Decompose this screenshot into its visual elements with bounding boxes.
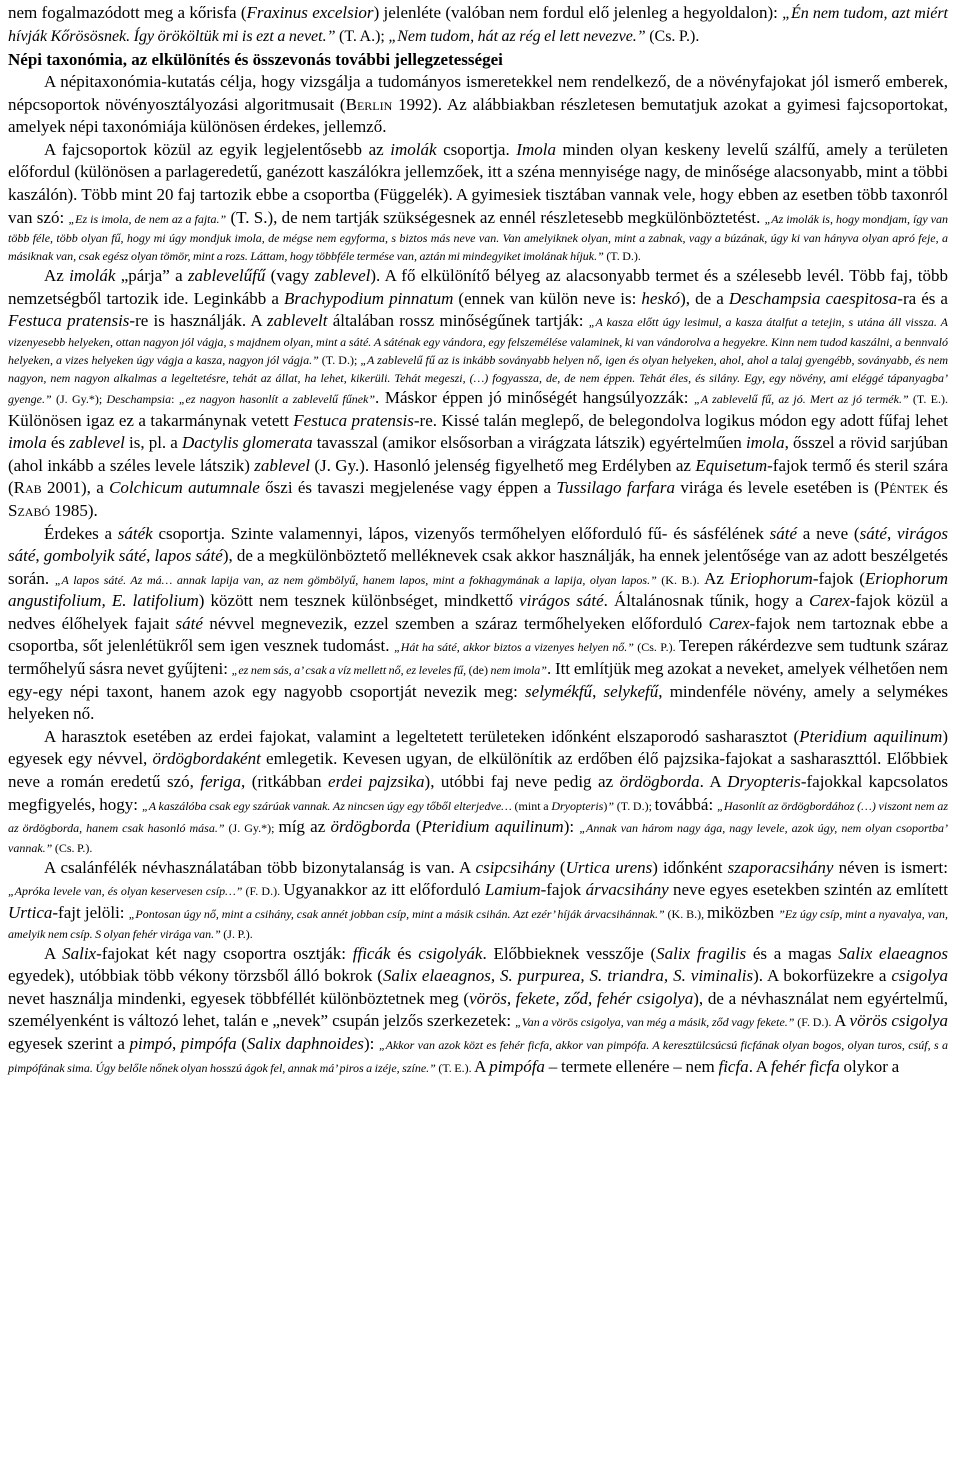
paragraph-5 xyxy=(8,726,948,857)
paragraph-4 xyxy=(8,523,948,726)
text-run: ördögborda xyxy=(330,817,411,837)
text-run: és a magas xyxy=(746,943,839,963)
text-run: olykor a xyxy=(839,1056,900,1076)
text-run: „Én nem tudom, azt miért hívják Kőrösösnek. Így örököltük mi is ezt a nevet.” xyxy=(8,5,949,45)
text-run: sáté xyxy=(769,523,798,543)
text-run: Salix elaeagnos, S. purpurea, S. triandra, S. viminalis xyxy=(382,966,754,986)
text-run: ördögbordaként xyxy=(152,749,261,769)
text-run: (T. E.). xyxy=(908,391,949,406)
text-run: ( xyxy=(554,857,566,877)
text-run: ) időnként xyxy=(652,857,728,877)
text-run: és S xyxy=(8,478,948,520)
text-run: ZABÓ xyxy=(17,504,51,519)
text-run: sáték xyxy=(117,523,153,543)
text-run: -fajok termő és steril szára (R xyxy=(8,455,948,498)
text-run: . Előbbieknek vesszője ( xyxy=(482,943,657,963)
text-run: lapos sáté xyxy=(154,546,223,566)
text-run: , xyxy=(886,523,897,543)
text-run: ( xyxy=(410,817,422,837)
text-run: A fajcsoportok közül az egyik legjelentősebb az xyxy=(44,139,391,159)
text-run: (T. E.). xyxy=(435,1060,475,1075)
text-run: . Általánosnak tűnik, hogy a xyxy=(603,591,809,611)
text-run: Equisetum xyxy=(695,455,768,475)
text-run: emlegetik. Kevesen ugyan, de elkülönítik az erdőben élő pajzsika-fajokat a sasharaszttól. Előbbiek neve a román eredetű szó, xyxy=(8,749,948,792)
text-run: selykefű xyxy=(603,681,659,701)
text-run: Különösen igaz ez a takarmánynak vetett xyxy=(8,410,294,430)
text-run: egyedek), utóbbiak több vékony törzsből álló bokrok ( xyxy=(8,966,383,986)
text-run: A xyxy=(44,943,63,963)
text-run: ): xyxy=(563,817,580,837)
text-run: Colchicum autumnale xyxy=(109,478,260,498)
text-run: ), de a névhasználat nem egyértelmű, személyenként is változó lehet, talán e „nevek” csupán jelzős szerkezetek: xyxy=(8,988,948,1031)
text-run: -re. Kissé talán meglepő, de belegondolva logikus módon egy adott fűfaj lehet xyxy=(413,410,948,430)
text-run: Festuca pratensis xyxy=(8,311,130,331)
text-run: ) xyxy=(603,798,608,813)
text-run: 1992). Az alábbiakban részletesen bemutatjuk azokat a gyimesi fajcsoportokat, amelyek népi taxonómiája különösen érdekes, jellemző. xyxy=(8,94,948,137)
text-run: (T. D.); xyxy=(614,798,655,813)
text-run: őszi és tavaszi megjelenése vagy éppen a xyxy=(259,478,557,498)
text-run: Eriophorum angustifolium, E. latifolium xyxy=(8,568,949,611)
text-run: néven is ismert: xyxy=(833,857,948,877)
text-run: virágos sáté xyxy=(8,523,948,566)
text-run: : xyxy=(171,391,179,406)
text-run: (J. Gy.). Hasonló jelenség figyelhető meg Erdélyben az xyxy=(309,455,696,475)
text-run: ) között nem tesznek különbséget, mindkettő xyxy=(198,591,520,611)
paragraph-intro xyxy=(8,2,948,48)
text-run: . A xyxy=(699,772,728,792)
text-run: gombolyik sáté xyxy=(43,546,147,566)
text-run: Carex xyxy=(708,613,750,633)
text-run: „Hát ha sáté, akkor biztos a vizenyes helyen nő.” xyxy=(394,640,634,655)
text-run: Ugyanakkor az itt előforduló xyxy=(283,880,485,900)
text-run: . Máskor éppen jó minőségét hangsúlyozzák: xyxy=(375,387,695,407)
text-run: Urtica urens xyxy=(565,857,653,877)
text-run: egyesek szerint a xyxy=(8,1033,130,1053)
text-run: virágos sáté xyxy=(519,591,604,611)
text-run: (T. S.), de nem tartják szükségesnek az ennél részletesebb megkülönböztetést. xyxy=(226,207,765,227)
text-run: miközben xyxy=(707,903,779,922)
text-run: 1985). xyxy=(50,500,98,520)
text-run: (vagy xyxy=(265,266,315,286)
text-run: sáté xyxy=(859,523,887,543)
text-run: -ra és a xyxy=(897,288,948,308)
text-run: (de) xyxy=(466,663,491,678)
text-run: Urtica xyxy=(8,903,53,922)
text-run: Salix elaeagnos xyxy=(838,943,948,963)
text-run: 2001), a xyxy=(41,478,110,498)
text-run: Imola xyxy=(516,139,556,159)
text-run: „Akkor van azok közt es fehér ficfa, akkor van pimpófa. A keresztülcsúcsú ficfának olyan bogos, olyan turos, csúf, s a pimpófának sima. Úgy belőle nőnek olyan hosszú ágok fel, annak má’ piros a izéje, színe.” xyxy=(8,1037,949,1075)
text-run: „A lapos sáté. Az má… annak lapija van, az nem gömbölyű, hanem lapos, mint a fokhagymának a lapija, olyan lapos.” xyxy=(54,572,657,587)
text-run: virága és levele esetében is (P xyxy=(675,478,890,498)
text-run: (Cs. P.). xyxy=(645,27,700,45)
text-run: ). A fő elkülönítő bélyeg az alacsonyabb termet és a szélesebb levél. Több faj, több nemzetségből tartozik ide. Leginkább a xyxy=(8,266,948,308)
text-run: csipcsihány xyxy=(475,857,555,877)
text-run: „Az imolák is, hogy mondjam, így van több féle, több olyan fű, hogy mi úgy mondjuk imola, de mégse nem egyforma, s biztos más neve van. Van amelyiknek olyan, mint a zabnak, vagy a búzának, úgy ki van hányva olyan apró feje, a másiknak van, csak egész olyan tömör, mint a rozs. Láttam, hogy többféle termése van, aztán mi mindegyiket imolának híjuk.” xyxy=(8,211,948,264)
text-run: ): xyxy=(363,1033,379,1053)
text-run: zablevelt xyxy=(267,311,328,331)
text-run: Pteridium aquilinum xyxy=(421,817,564,837)
paragraph-6 xyxy=(8,857,948,943)
text-run: „Van a vörös csigolya, van még a másik, ződ vagy fekete.” xyxy=(515,1015,795,1030)
text-run: csigolya xyxy=(891,966,949,986)
text-run: (K. B.). xyxy=(656,572,705,587)
text-run: Salix daphnoides xyxy=(246,1033,364,1053)
text-run: -fajok közül a nedves élőhelyek fajait xyxy=(8,591,948,633)
text-run: ) jelenléte (valóban nem fordul elő jelenleg a hegyoldalon): xyxy=(373,3,783,22)
text-run: Deschampsia xyxy=(106,391,172,406)
text-run: ÉNTEK xyxy=(889,482,929,497)
text-run: , xyxy=(146,546,155,566)
text-run: – termete ellenére – nem xyxy=(544,1056,719,1076)
text-run: „Hasonlít az ördögbordához (…) viszont nem az az ördögborda, hanem csak hasonló mása.” xyxy=(8,798,948,836)
text-run: a neve ( xyxy=(797,523,860,543)
text-run: „Nem tudom, hát az rég el lett nevezve.” xyxy=(388,27,646,45)
text-run: , xyxy=(172,1033,181,1053)
text-run: erdei pajzsika xyxy=(328,772,425,792)
text-run: „Apróka levele van, és olyan keservesen csíp…” xyxy=(8,884,243,899)
text-run: vörös csigolya xyxy=(849,1011,949,1031)
text-run: fehér ficfa xyxy=(770,1056,840,1076)
text-run: „A kasza előtt úgy lesimul, a kasza átalfut a tetejin, s utána áll vissza. A vizenyesebb helyeken, ottan nagyon jól vágja, s majdnem olyan, mint a sáté. A sáténak egy vándora, egy felszemélése valaminek, ki van vándorolva a hegyekre. Kinn nem tudod kaszálni, a bennvaló helyeken, a vizes helyeken úgy vágja a kasza, nagyon jól vágja.” xyxy=(8,315,948,367)
text-run: csigolyák xyxy=(418,943,483,963)
paragraph-1 xyxy=(8,71,948,139)
text-run: , xyxy=(592,681,604,701)
text-run: -fajt jelöli: xyxy=(52,903,129,922)
text-run: -fajok ( xyxy=(812,568,865,588)
text-run: Pteridium aquilinum xyxy=(799,726,943,746)
text-run: vörös, fekete, ződ, fehér csigolya xyxy=(469,988,694,1008)
text-run: pimpófa xyxy=(180,1033,237,1053)
text-run: zablevelűfű xyxy=(187,266,266,286)
text-run: selymékfű xyxy=(525,681,593,701)
text-run: zablevel xyxy=(314,266,371,286)
paragraph-7 xyxy=(8,943,948,1079)
text-run: csoportja. Szinte valamennyi, lápos, vizenyős termőhelyen előforduló fű- és sásfélének xyxy=(152,523,770,543)
text-run: Dryopteris xyxy=(551,798,604,813)
text-run: minden olyan keskeny levelű szálfű, amely a területen előfordul (különösen a parlageredetű, ganézott kaszálókra jellemzőek, itt a széna mennyisége nagy, de minősége alacsonyabb, mint a többi kaszálón). Több mint 20 faj tartozik ebbe a csoportba (Függelék). A gyimesiek tisztában vannak vele, hogy ebben az esetben több taxonról van szó: xyxy=(8,139,948,227)
text-run: ficfa xyxy=(718,1056,749,1076)
text-run: imola xyxy=(8,433,47,453)
text-run: -fajok nem tartoznak ebbe a csoportba, sőt jelenlétükről sem igen vesznek tudomást. xyxy=(8,613,948,656)
text-run: , mindenféle növény, amely a selymékes helyeken nő. xyxy=(8,681,948,724)
text-run: . Itt említjük meg azokat a neveket, amelyek vélhetően nem egy-egy népi taxont, hanem azok egy nagyobb csoportját nevezik meg: xyxy=(8,659,948,701)
text-run: (F. D.). xyxy=(242,884,284,899)
text-run: Fraxinus excelsior xyxy=(246,3,374,22)
text-run: , xyxy=(35,546,44,566)
text-run: pimpó xyxy=(129,1033,172,1053)
text-run: zablevel xyxy=(254,455,310,475)
text-run: nevet használja mindenki, egyesek többféllét különböztetnek meg ( xyxy=(8,988,470,1008)
text-run: AB xyxy=(25,482,42,497)
text-run: ), utóbbi faj neve pedig az xyxy=(424,772,620,792)
text-run: is, pl. a xyxy=(124,433,182,453)
text-run: Lamium xyxy=(484,880,541,900)
text-run: „A zablevelű fű az is inkább soványabb helyen nő, igen és olyan helyeken, ahol, ahol a talaj gyengébb, soványabb, és nem nagyon, nem nagyon alkalmas a legeltetésre, tehát az állat, ha lehet, kikerüli. Tehát megeszi, (…) fogyassza, de, de nem éppen. Tehát éles, és silány. Egy, egy növény, ami eléggé tápanyagba’ gyenge.” xyxy=(8,352,948,406)
text-run: (mint a xyxy=(511,798,552,813)
text-run: Deschampsia caespitosa xyxy=(728,288,898,308)
text-run: (J. P.). xyxy=(220,926,253,941)
text-run: imolák xyxy=(390,139,437,159)
text-run: Dryopteris xyxy=(727,772,801,792)
text-run: -fajok xyxy=(540,880,586,900)
text-run: Tussilago farfara xyxy=(556,478,676,498)
text-run: ” xyxy=(607,798,615,813)
text-run: A harasztok esetében az erdei fajokat, valamint a legeltetett területeken időnként elszaporodó sasharasztot ( xyxy=(44,726,800,746)
text-run: , ősszel a rövid sarjúban (ahol inkább a széles levele látszik) xyxy=(8,433,948,475)
text-run: -re is használják. A xyxy=(129,311,268,331)
text-run: „ez nagyon hasonlít a zablevelű fűnek” xyxy=(178,391,376,406)
text-run: fficák xyxy=(352,943,391,963)
text-run: (J. Gy.*); xyxy=(224,821,279,836)
text-run: (J. Gy.*); xyxy=(51,391,107,406)
paragraph-3 xyxy=(8,265,948,522)
text-run: Érdekes a xyxy=(44,523,118,543)
text-run: csoportja. xyxy=(436,139,517,159)
text-run: (Cs. P.). xyxy=(52,840,93,855)
text-run: árvacsihány xyxy=(585,880,669,900)
text-run: Dactylis glomerata xyxy=(181,433,313,453)
text-run: „A zablevelű fű, az jó. Mert az jó termék.” xyxy=(694,391,909,406)
text-run: „A kaszálóba csak egy szárúak vannak. Az nincsen úgy egy tőből elterjedve… xyxy=(142,798,512,813)
text-run: ), de a xyxy=(680,288,729,308)
text-run: szaporacsihány xyxy=(727,857,834,877)
text-run: általában rossz minőségűnek tartják: xyxy=(327,311,589,331)
text-run: feriga xyxy=(200,772,241,792)
text-run: ( xyxy=(236,1033,247,1053)
text-run: Az xyxy=(704,568,730,588)
text-run: névvel megnevezik, ezzel szemben a száraz termőhelyeken előforduló xyxy=(202,613,709,633)
text-run: imola xyxy=(745,433,785,453)
text-run: . A xyxy=(748,1056,771,1076)
text-run: ERLIN xyxy=(356,98,393,113)
text-run: (T. A.); xyxy=(335,27,389,45)
text-run: , (ritkábban xyxy=(240,772,329,792)
text-run: ördögborda xyxy=(619,772,700,792)
text-run: (Cs. P.). xyxy=(633,640,679,655)
text-run: (ennek van külön neve is: xyxy=(453,288,642,308)
text-run: Salix xyxy=(62,943,97,963)
text-run: nem fogalmazódott meg a kőrisfa ( xyxy=(8,3,247,22)
text-run: pimpófa xyxy=(489,1056,545,1076)
text-run: Festuca pratensis xyxy=(293,410,414,430)
text-run: heskó xyxy=(641,288,681,308)
text-run: ”Ez úgy csíp, mint a nyavalya, van, amelyik nem csíp. S olyan fehér virága van.” xyxy=(8,907,948,941)
text-run: Salix fragilis xyxy=(656,943,747,963)
text-run: és xyxy=(390,943,419,963)
text-run: neve egyes esetekben szintén az említett xyxy=(668,880,948,900)
text-run: Brachypodium pinnatum xyxy=(283,288,454,308)
text-run: A xyxy=(834,1011,850,1031)
text-run: tavasszal (amikor elsősorban a virágzata látszik) egyértelműen xyxy=(312,433,746,453)
text-run: (T. D.). xyxy=(603,249,641,264)
text-run: A csalánfélék névhasználatában több bizonytalanság is van. A xyxy=(44,857,476,877)
text-run: (T. D.); xyxy=(318,352,361,367)
text-run: (K. B.), xyxy=(664,907,708,921)
text-run: „Annak van három nagy ága, nagy levele, azok úgy, nem olyan csoportba’ vannak.” xyxy=(8,821,948,855)
text-run: (F. D.). xyxy=(794,1015,835,1030)
text-run: A xyxy=(474,1056,490,1076)
text-run: továbbá: xyxy=(654,794,718,814)
text-run: imolák xyxy=(69,266,116,286)
text-run: „Ez is imola, de nem az a fajta.” xyxy=(68,211,227,226)
text-run: „ez nem sás, a’ csak a víz mellett nő, ez leveles fű, xyxy=(231,663,467,678)
section-heading: Népi taxonómia, az elkülönítés és összevonás további jellegzetességei xyxy=(8,50,503,69)
text-run: „Pontosan úgy nő, mint a csihány, csak annét jobban csíp, mint a másik csihán. Azt ezér’ híják árvacsihánnak.” xyxy=(128,907,665,921)
text-run: -fajokat két nagy csoportra osztják: xyxy=(96,943,353,963)
text-run: Az xyxy=(44,266,70,286)
text-run: míg az xyxy=(278,817,331,837)
text-run: ) egyesek egy névvel, xyxy=(8,726,948,769)
text-run: Eriophorum xyxy=(729,568,813,588)
text-run: ), de a megkülönböztető melléknevek csak akkor használják, ha ennek jelentősége van az adott beszélgetés során. xyxy=(8,546,948,588)
text-run: és xyxy=(46,433,70,453)
paragraph-2 xyxy=(8,139,948,265)
text-run: zablevel xyxy=(69,433,125,453)
text-run: ). A bokorfüzekre a xyxy=(753,966,892,986)
text-run: -fajokkal kapcsolatos megfigyelés, hogy: xyxy=(8,772,948,814)
text-run: Carex xyxy=(808,591,850,611)
text-run: nem imola” xyxy=(490,663,547,678)
text-run: „párja” a xyxy=(115,266,188,286)
text-run: sáté xyxy=(175,613,203,633)
text-run: A népitaxonómia-kutatás célja, hogy vizsgálja a tudományos ismeretekkel nem rendelkező, de a növényfajokat jól ismerő emberek, népcsoportok növényosztályozási algoritmusait (B xyxy=(8,72,948,114)
text-run: Terepen rákérdezve sem tudtunk száraz termőhelyű sásra nevet gyűjteni: xyxy=(8,636,948,679)
